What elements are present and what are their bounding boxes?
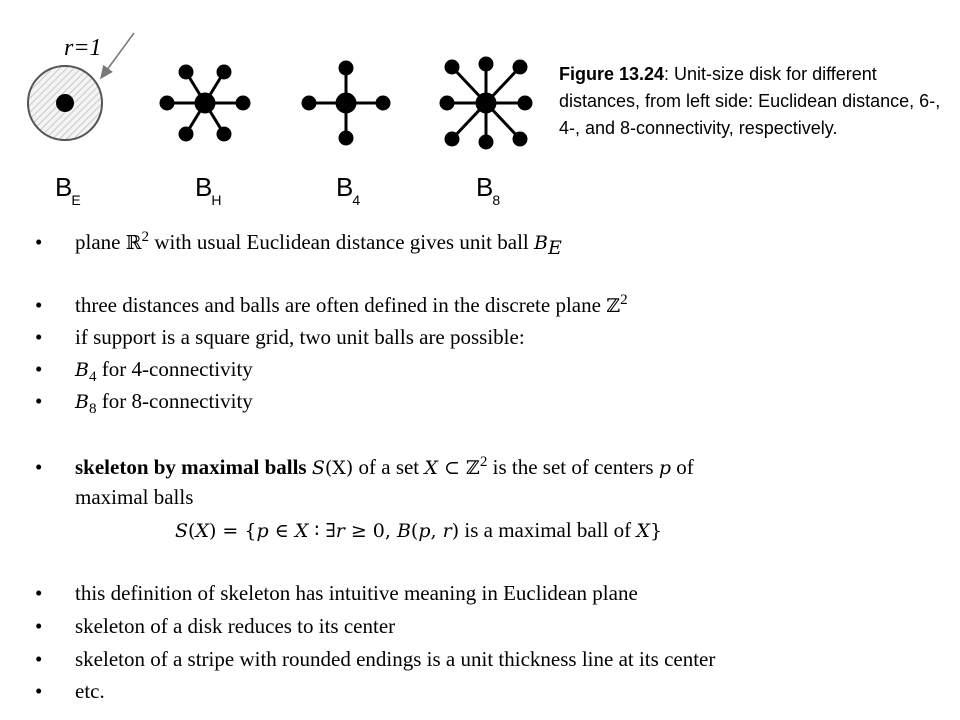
label-b-e: $B_E$ xyxy=(55,172,81,208)
radius-arrow xyxy=(101,33,134,78)
unit-disk-figure xyxy=(0,0,560,215)
figure-caption xyxy=(559,61,954,142)
label-b-h: $B_H$ xyxy=(195,172,222,208)
caption-text: : Unit-size disk for different distances, from left side: Euclidean distance, 6-, 4-, and 8-connectivity, respectively. xyxy=(559,64,941,138)
label-b-8: $B_8$ xyxy=(476,172,501,208)
eight-connectivity-ball xyxy=(441,58,531,148)
radius-label: r=1 xyxy=(64,35,102,61)
hexagonal-ball xyxy=(161,66,249,140)
four-connectivity-ball xyxy=(303,62,389,144)
skeleton-formula: S(X) = {p ∈ X ∶ ∃r ≥ 0, B(p, r) is a maximal ball of X} xyxy=(175,518,663,542)
caption-title: Figure 13.24 xyxy=(559,64,665,84)
label-b-4: $B_4$ xyxy=(336,172,361,208)
